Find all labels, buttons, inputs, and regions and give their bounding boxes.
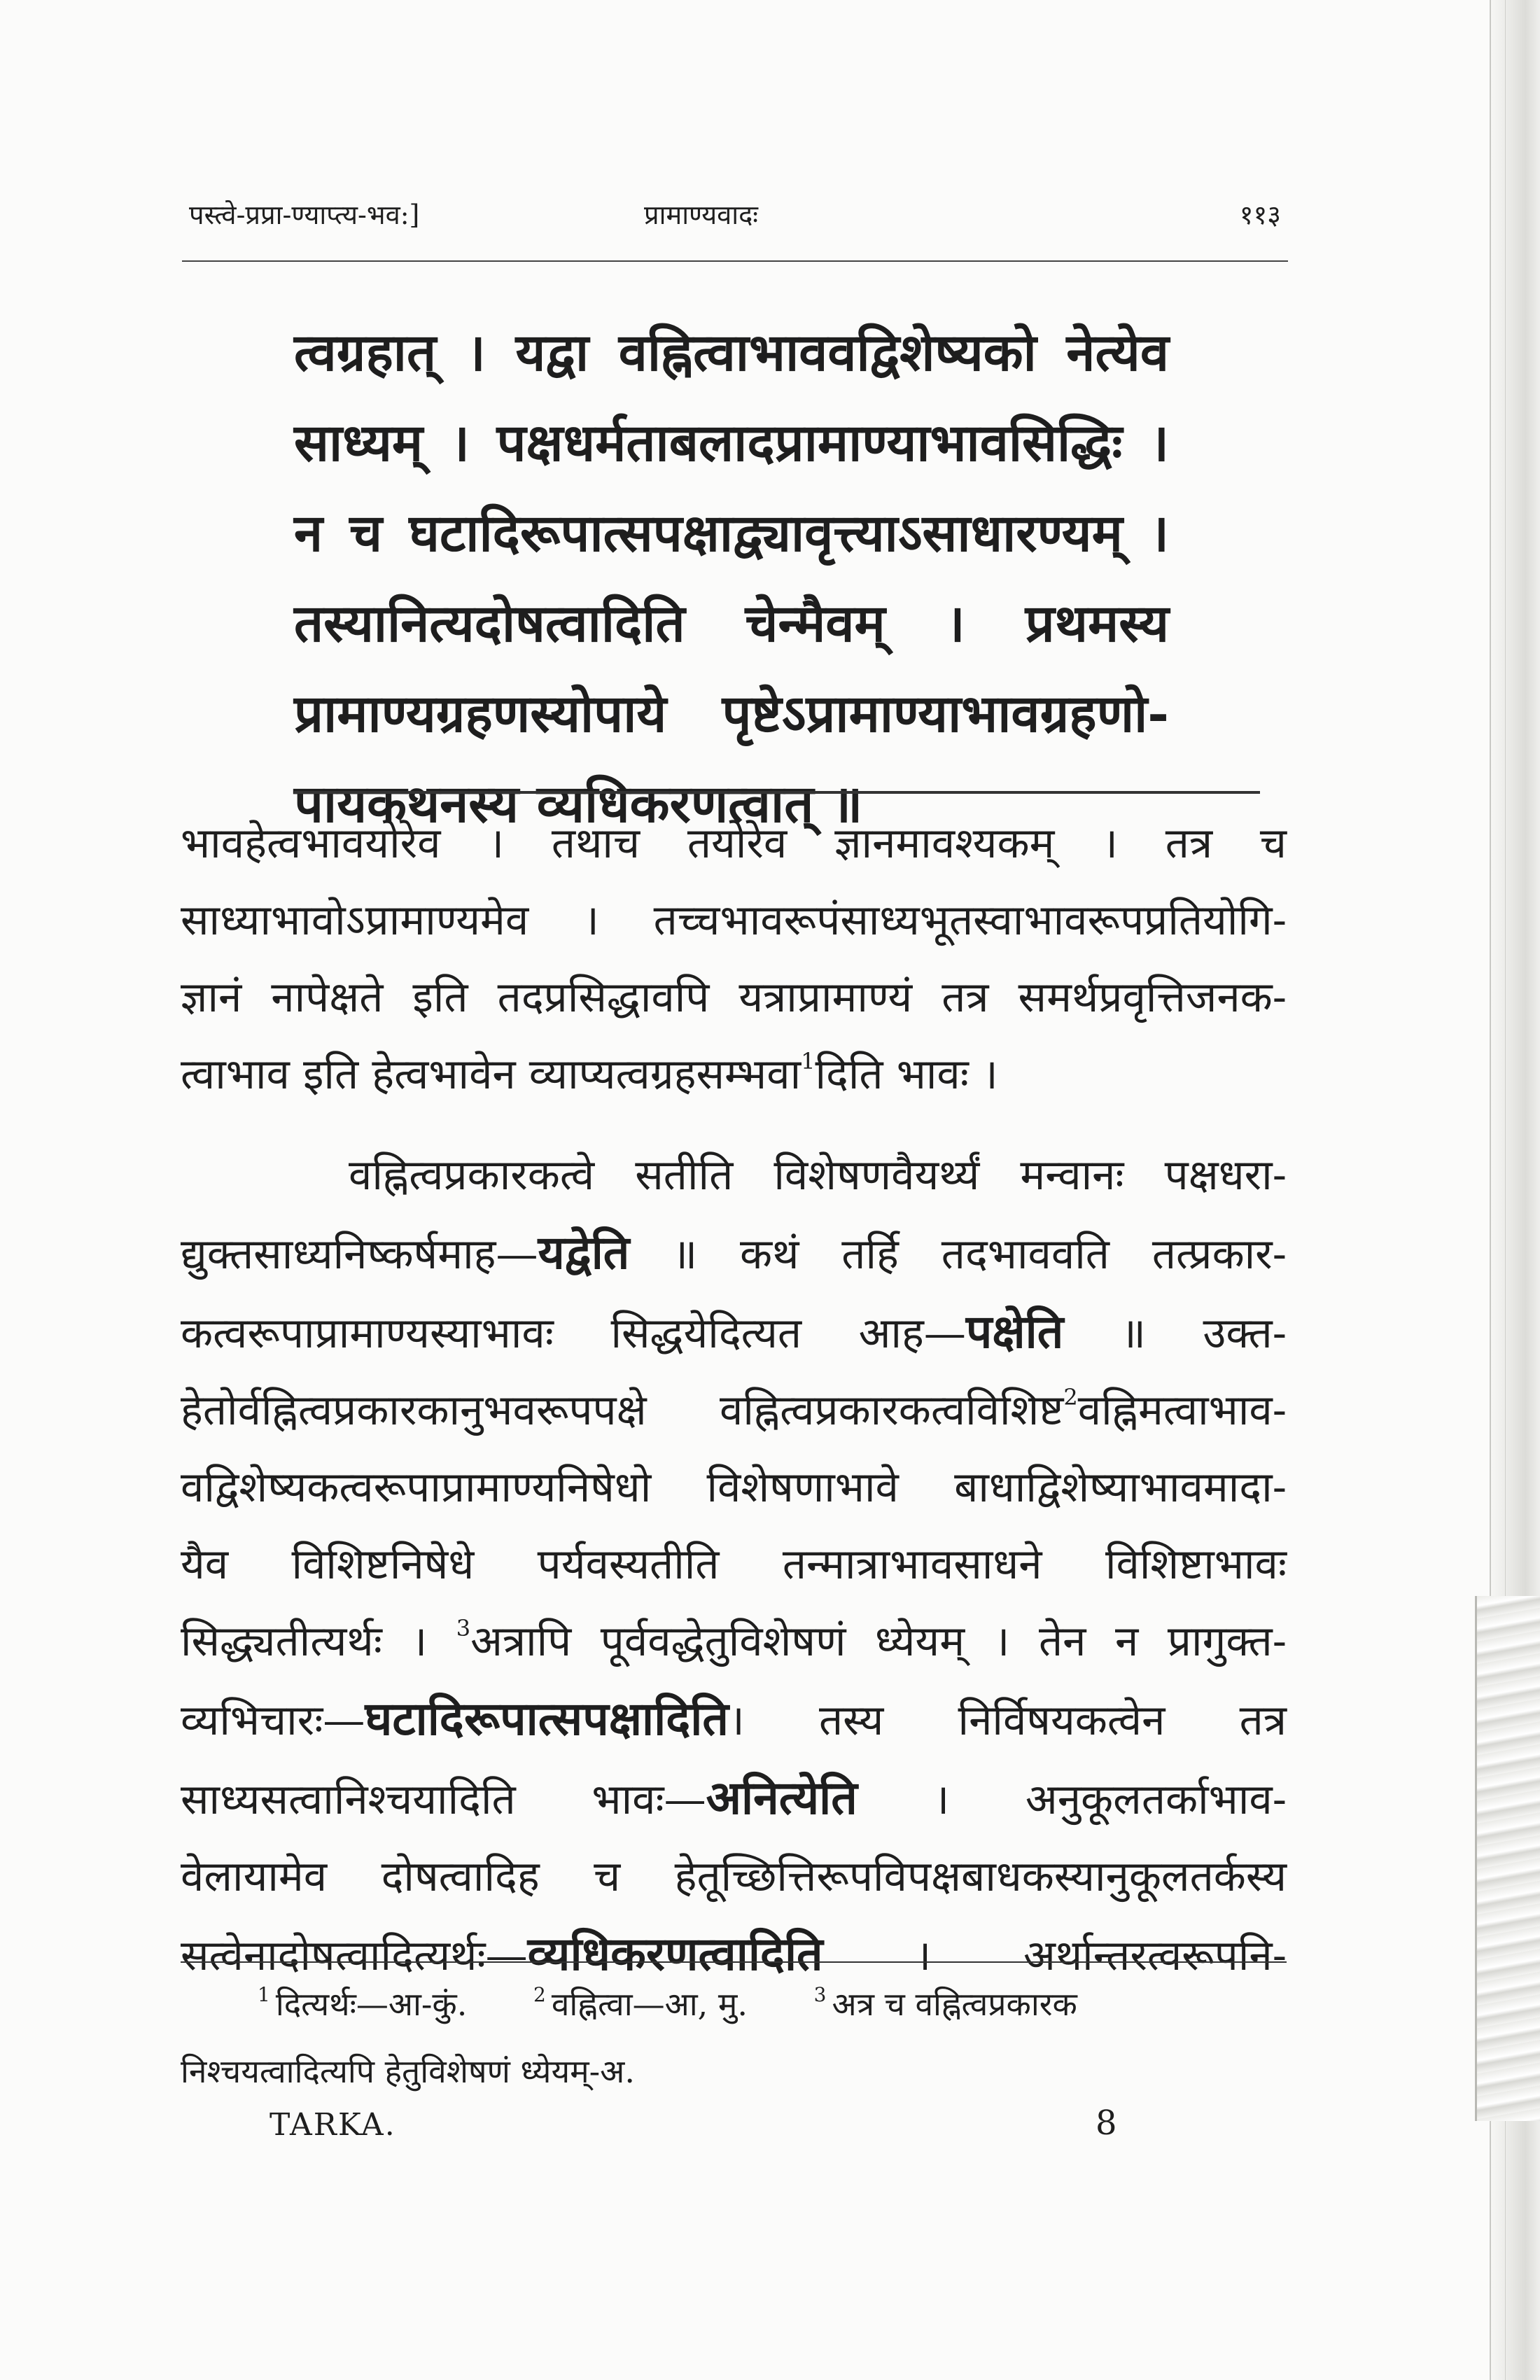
commentary-text: अत्रापि पूर्ववद्धेतुविशेषणं ध्येयम् । तेन न प्रागुक्त- (470, 1617, 1287, 1666)
commentary-line (181, 1293, 1287, 1372)
root-text-line: तस्यानित्यदोषत्वादिति चेन्मैवम् । प्रथमस्य (294, 594, 1169, 654)
footnote-number: 2 (533, 1983, 546, 2006)
running-head-title: प्रामाण्यवादः (644, 200, 758, 230)
footnote-divider (181, 1961, 1287, 1963)
commentary-text: द्युक्तसाध्यनिष्कर्षमाह— (181, 1230, 538, 1279)
footnote-marker: 3 (456, 1615, 471, 1642)
commentary-text: । तस्य निर्विषयकत्वेन तत्र (728, 1696, 1287, 1745)
footnote-text: अत्र च वह्नित्वप्रकारक (832, 1985, 1077, 2023)
commentary-line: भावहेत्वभावयोरेव । तथाच तयोरेव ज्ञानमावश्यकम् । तत्र च (181, 819, 1287, 868)
lemma: व्यधिकरणत्वादिति (527, 1926, 823, 1981)
footnote-row: निश्चयत्वादित्यपि हेतुविशेषणं ध्येयम्-अ. (181, 2052, 635, 2090)
footnote-1 (258, 1970, 467, 2038)
commentary-line (181, 1036, 1287, 1113)
footnote-number: 1 (258, 1983, 270, 2006)
footnotes-block (181, 1970, 1287, 2105)
commentary-line (181, 1214, 1287, 1293)
root-text-block (294, 308, 1169, 850)
root-text-line: त्वग्रहात् । यद्वा वह्नित्वाभाववद्विशेष्यको नेत्येव (294, 323, 1169, 383)
commentary-text: हेतोर्वह्नित्वप्रकारकानुभवरूपपक्षे वह्नित्वप्रकारकत्वविशिष्ट (181, 1386, 1064, 1435)
commentary-text: वह्निमत्वाभाव- (1077, 1386, 1287, 1435)
commentary-text: व्यभिचारः— (181, 1696, 365, 1745)
commentary-line: साध्याभावोऽप्रामाण्यमेव । तच्चभावरूपंसाध्यभूतस्वाभावरूपप्रतियोगि- (181, 896, 1287, 945)
lemma: घटादिरूपात्सपक्षादिति (365, 1691, 729, 1746)
footnote-2 (533, 1970, 748, 2038)
header-rule (182, 260, 1288, 262)
lemma: पक्षेति (965, 1304, 1064, 1359)
commentary-line (181, 1759, 1287, 1838)
signature-mark: TARKA. (270, 2107, 396, 2143)
footnote-marker: 2 (1063, 1384, 1078, 1410)
footnote-number: 3 (813, 1983, 827, 2006)
commentary-text: ॥ उक्त- (1063, 1309, 1287, 1358)
page-number: ११३ (1239, 200, 1281, 230)
root-text-line: पायकथनस्य व्यधिकरणत्वात् ॥ (294, 774, 863, 834)
commentary-text: दिति भावः । (815, 1050, 998, 1099)
commentary-line: वह्नित्वप्रकारकत्वे सतीति विशेषणवैयर्थ्यं मन्वानः पक्षधरा- (349, 1151, 1287, 1200)
commentary-text: कत्वरूपाप्रामाण्यस्याभावः सिद्धयेदित्यत आह— (181, 1309, 966, 1358)
commentary-text: साध्यसत्वानिश्चयादिति भावः— (181, 1775, 706, 1824)
commentary-line: यैव विशिष्टनिषेधे पर्यवस्यतीति तन्मात्राभावसाधने विशिष्टाभावः (181, 1540, 1287, 1589)
commentary-text: सिद्ध्यतीत्यर्थः । (181, 1617, 456, 1666)
commentary-block (181, 805, 1287, 1994)
commentary-line: वेलायामेव दोषत्वादिह च हेतूच्छित्तिरूपविपक्षबाधकस्यानुकूलतर्कस्य (181, 1852, 1287, 1901)
running-head-left: पस्त्वे-प्रप्रा-ण्याप्त्य-भव:] (189, 200, 420, 230)
commentary-text: । अर्थान्तरत्वरूपनि- (822, 1931, 1287, 1980)
root-text-line: न च घटादिरूपात्सपक्षाद्व्यावृत्त्याऽसाधारण्यम् । (294, 503, 1169, 564)
footnote-row (181, 1970, 1287, 2038)
torn-page-edge (1475, 1596, 1540, 2121)
commentary-text: । अनुकूलतर्काभाव- (857, 1775, 1287, 1824)
sheet-number: 8 (1096, 2104, 1117, 2143)
footnote-text: दित्यर्थः—आ-कुं. (275, 1985, 468, 2023)
commentary-text: ॥ कथं तर्हि तदभाववति तत्प्रकार- (629, 1230, 1287, 1279)
commentary-divider (294, 791, 1260, 794)
commentary-line (181, 1680, 1287, 1759)
running-header (189, 196, 1281, 245)
root-text-line: साध्यम् । पक्षधर्मताबलादप्रामाण्याभावसिद्धिः । (294, 413, 1169, 473)
commentary-text: सत्वेनादोषत्वादित्यर्थः— (181, 1931, 528, 1980)
commentary-line: ज्ञानं नापेक्षते इति तदप्रसिद्धावपि यत्राप्रामाण्यं तत्र समर्थप्रवृत्तिजनक- (181, 973, 1287, 1022)
lemma: यद्वेति (538, 1225, 630, 1280)
footnote-marker: 1 (801, 1048, 816, 1074)
lemma: अनित्येति (706, 1770, 858, 1825)
commentary-text: त्वाभाव इति हेत्वभावेन व्याप्यत्वग्रहसम्भवा (181, 1050, 802, 1099)
commentary-line: वद्विशेष्यकत्वरूपाप्रामाण्यनिषेधो विशेषणाभावे बाधाद्विशेष्याभावमादा- (181, 1463, 1287, 1512)
root-text-line: प्रामाण्यग्रहणस्योपाये पृष्टेऽप्रामाण्याभावग्रहणो- (294, 684, 1169, 744)
commentary-line (181, 1603, 1287, 1680)
footnote-text: वह्नित्वा—आ, मु. (551, 1985, 748, 2023)
commentary-line (181, 1372, 1287, 1449)
footnote-3 (814, 1970, 1077, 2038)
